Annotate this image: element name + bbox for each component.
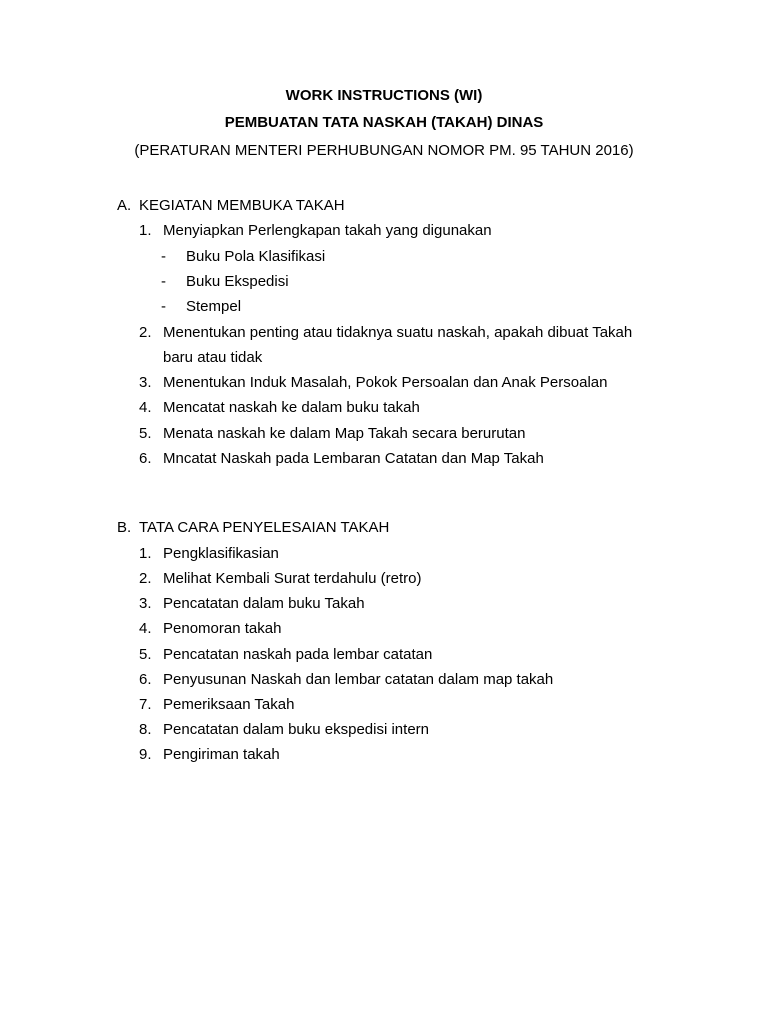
section-a-item-3: 3. Menentukan Induk Masalah, Pokok Persoalan dan Anak Persoalan — [139, 374, 608, 391]
section-a-heading — [117, 196, 345, 216]
section-b-item-9: 9. Pengiriman takah — [139, 746, 280, 763]
section-a-item-2-continuation: baru atau tidak — [163, 349, 263, 366]
section-b-item-4: 4. Penomoran takah — [139, 620, 282, 637]
section-a-item-2: 2. Menentukan penting atau tidaknya suatu naskah, apakah dibuat Takah — [139, 324, 633, 341]
section-b-heading — [117, 518, 389, 538]
section-a-letter: A. — [117, 197, 132, 214]
section-b-item-6: 6. Penyusunan Naskah dan lembar catatan dalam map takah — [139, 671, 554, 688]
document-title: WORK INSTRUCTIONS (WI) — [285, 87, 483, 104]
section-b-letter: B. — [117, 519, 132, 536]
section-a-subitem-1: - Buku Pola Klasifikasi — [161, 248, 326, 265]
section-a-item-6: 6. Mncatat Naskah pada Lembaran Catatan dan Map Takah — [139, 450, 544, 467]
section-b-item-1: 1. Pengklasifikasian — [139, 545, 279, 562]
section-b-item-5: 5. Pencatatan naskah pada lembar catatan — [139, 646, 433, 663]
section-a-item-4: 4. Mencatat naskah ke dalam buku takah — [139, 399, 420, 416]
section-a-item-5: 5. Menata naskah ke dalam Map Takah secara berurutan — [139, 425, 526, 442]
section-b-item-3: 3. Pencatatan dalam buku Takah — [139, 595, 365, 612]
section-b-item-8: 8. Pencatatan dalam buku ekspedisi intern — [139, 721, 430, 738]
section-a-subitem-2: - Buku Ekspedisi — [161, 273, 289, 290]
section-b-title: TATA CARA PENYELESAIAN TAKAH — [139, 519, 390, 536]
section-a-subitem-3: - Stempel — [161, 298, 242, 315]
section-b-item-7: 7. Pemeriksaan Takah — [139, 696, 295, 713]
section-b-item-2: 2. Melihat Kembali Surat terdahulu (retro) — [139, 570, 422, 587]
document-subtitle: PEMBUATAN TATA NASKAH (TAKAH) DINAS — [224, 114, 544, 131]
section-a-title: KEGIATAN MEMBUKA TAKAH — [139, 197, 345, 214]
section-a-item-1: 1. Menyiapkan Perlengkapan takah yang digunakan — [139, 222, 492, 239]
document-regulation-reference: (PERATURAN MENTERI PERHUBUNGAN NOMOR PM. 95 TAHUN 2016) — [134, 142, 634, 159]
